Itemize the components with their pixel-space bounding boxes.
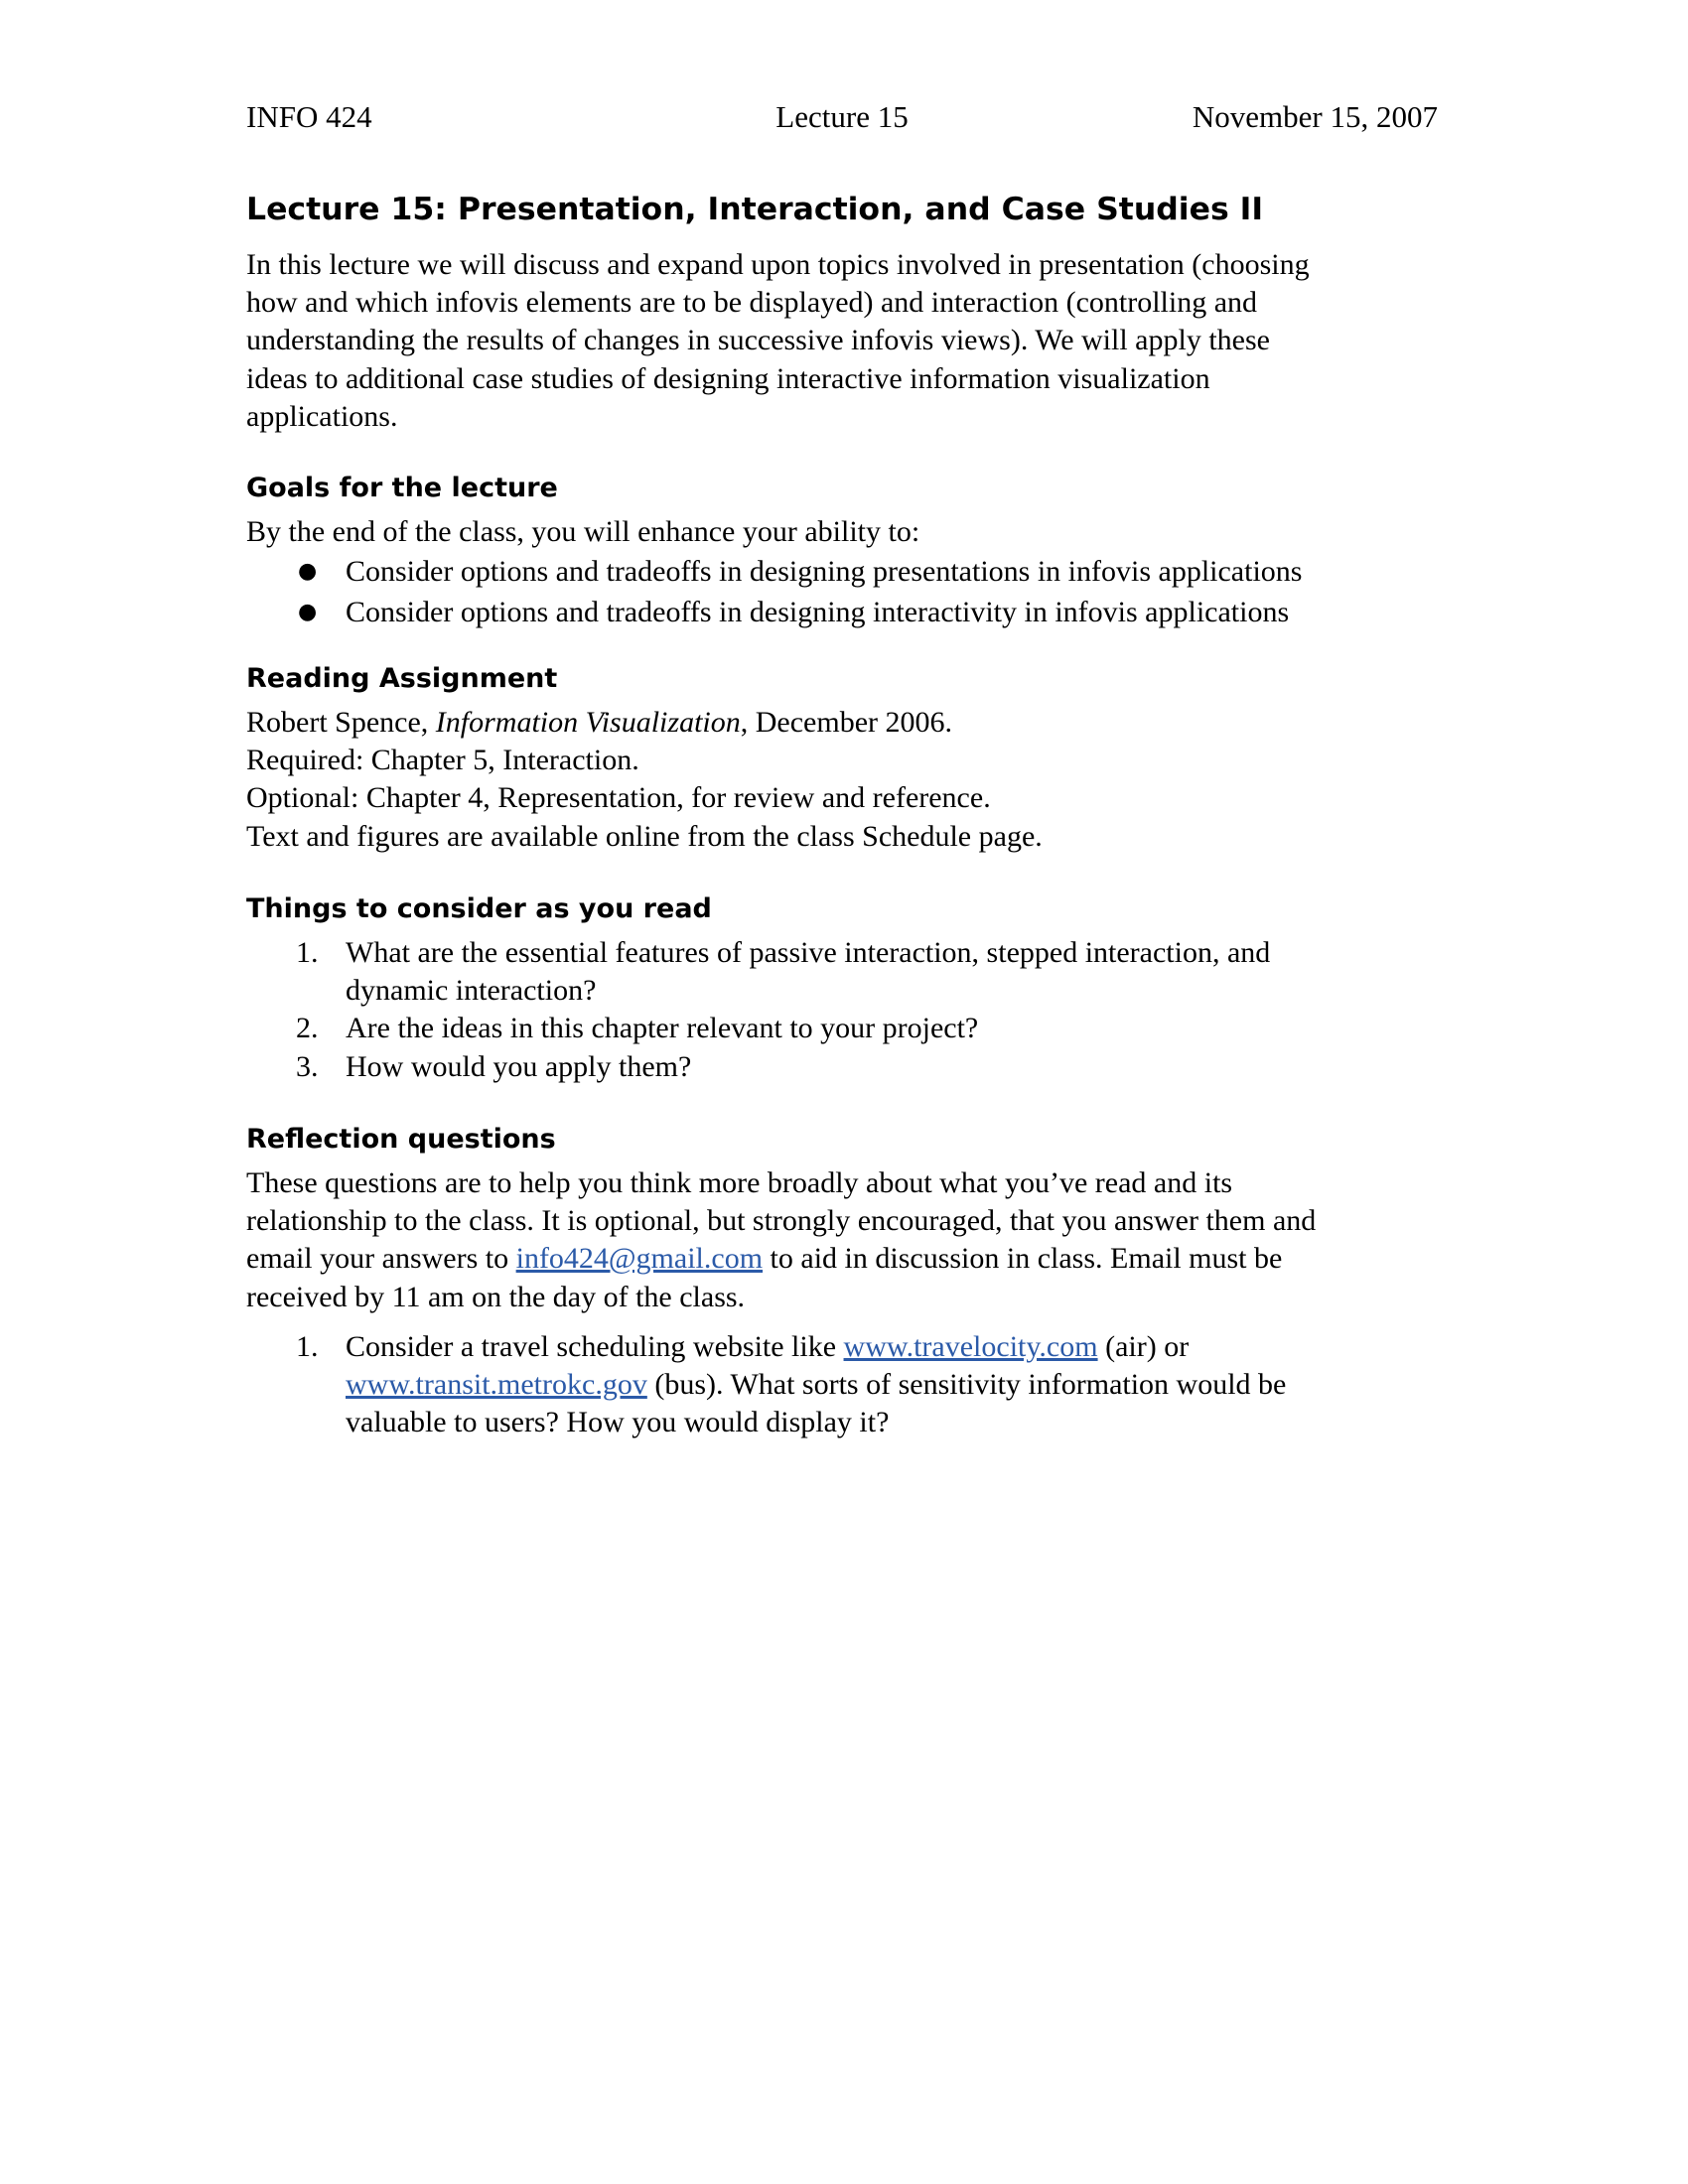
consider-item-line: What are the essential features of passive interaction, stepped interaction, and (346, 936, 1271, 969)
reading-book-title: Information Visualization (435, 706, 741, 739)
bullet-icon: ● (298, 559, 318, 584)
page-header (246, 97, 1438, 137)
reading-citation (246, 704, 1438, 742)
travelocity-link[interactable]: www.travelocity.com (843, 1330, 1098, 1363)
reading-heading: Reading Assignment (246, 663, 558, 694)
list-item (246, 594, 1438, 631)
reflection-line: These questions are to help you think more broadly about what you’ve read and its (246, 1166, 1233, 1199)
reading-author: Robert Spence, (246, 706, 436, 739)
intro-line: ideas to additional case studies of designing interactive information visualization (246, 361, 1210, 395)
list-number: 3. (296, 1049, 319, 1083)
consider-item-line: How would you apply them? (346, 1049, 692, 1083)
list-number: 1. (296, 1330, 319, 1363)
goal-item-text: Consider options and tradeoffs in designing presentations in infovis applications (346, 555, 1303, 588)
reading-optional: Optional: Chapter 4, Representation, for review and reference. (246, 781, 991, 815)
question-pre: Consider a travel scheduling website like (346, 1330, 844, 1363)
consider-item-line: Are the ideas in this chapter relevant to your project? (346, 1012, 979, 1045)
question-line: valuable to users? How you would display it? (346, 1406, 890, 1439)
list-number: 1. (296, 936, 319, 969)
intro-line: understanding the results of changes in successive infovis views). We will apply these (246, 324, 1270, 357)
question-line (346, 1328, 1438, 1366)
consider-item-line: dynamic interaction? (346, 974, 597, 1008)
consider-list (246, 934, 1438, 1086)
bullet-icon: ● (298, 600, 318, 625)
header-date: November 15, 2007 (1192, 99, 1438, 134)
list-number: 2. (296, 1012, 319, 1045)
page-title: Lecture 15: Presentation, Interaction, and Case Studies II (246, 192, 1264, 227)
list-item (246, 934, 1438, 1010)
transit-link[interactable]: www.transit.metrokc.gov (346, 1368, 647, 1402)
question-mid: (air) or (1097, 1330, 1190, 1363)
reading-paragraph (246, 704, 1438, 856)
reading-required: Required: Chapter 5, Interaction. (246, 744, 639, 777)
reflection-list (246, 1328, 1438, 1442)
intro-line: how and which infovis elements are to be displayed) and interaction (controlling and (246, 286, 1258, 320)
reflection-line (246, 1240, 1438, 1278)
list-item (246, 1010, 1438, 1047)
goals-lead (246, 513, 1438, 551)
question-post: (bus). What sorts of sensitivity information would be (646, 1368, 1287, 1402)
list-item (246, 1048, 1438, 1086)
list-item (246, 1328, 1438, 1442)
intro-paragraph (246, 246, 1438, 436)
goals-heading: Goals for the lecture (246, 473, 558, 503)
reflection-paragraph (246, 1164, 1438, 1316)
goals-list (246, 553, 1438, 631)
question-line (346, 1366, 1438, 1404)
reflection-line3-post: to aid in discussion in class. Email must be (763, 1242, 1283, 1276)
reading-book-date: , December 2006. (740, 706, 953, 739)
header-course: INFO 424 (246, 99, 372, 134)
reflection-line: received by 11 am on the day of the class. (246, 1280, 746, 1313)
reflection-line: relationship to the class. It is optional, but strongly encouraged, that you answer them and (246, 1204, 1317, 1238)
goal-item-text: Consider options and tradeoffs in designing interactivity in infovis applications (346, 596, 1290, 629)
reflection-heading: Reflection questions (246, 1124, 556, 1155)
reading-availability: Text and figures are available online from the class Schedule page. (246, 819, 1043, 853)
reflection-line3-pre: email your answers to (246, 1242, 516, 1276)
list-item (246, 553, 1438, 591)
header-lecture: Lecture 15 (775, 99, 909, 134)
intro-line: applications. (246, 399, 398, 433)
consider-heading: Things to consider as you read (246, 893, 712, 924)
email-link[interactable]: info424@gmail.com (515, 1242, 764, 1276)
goals-lead-text: By the end of the class, you will enhance your ability to: (246, 515, 920, 548)
intro-line: In this lecture we will discuss and expand upon topics involved in presentation (choosing (246, 248, 1310, 281)
